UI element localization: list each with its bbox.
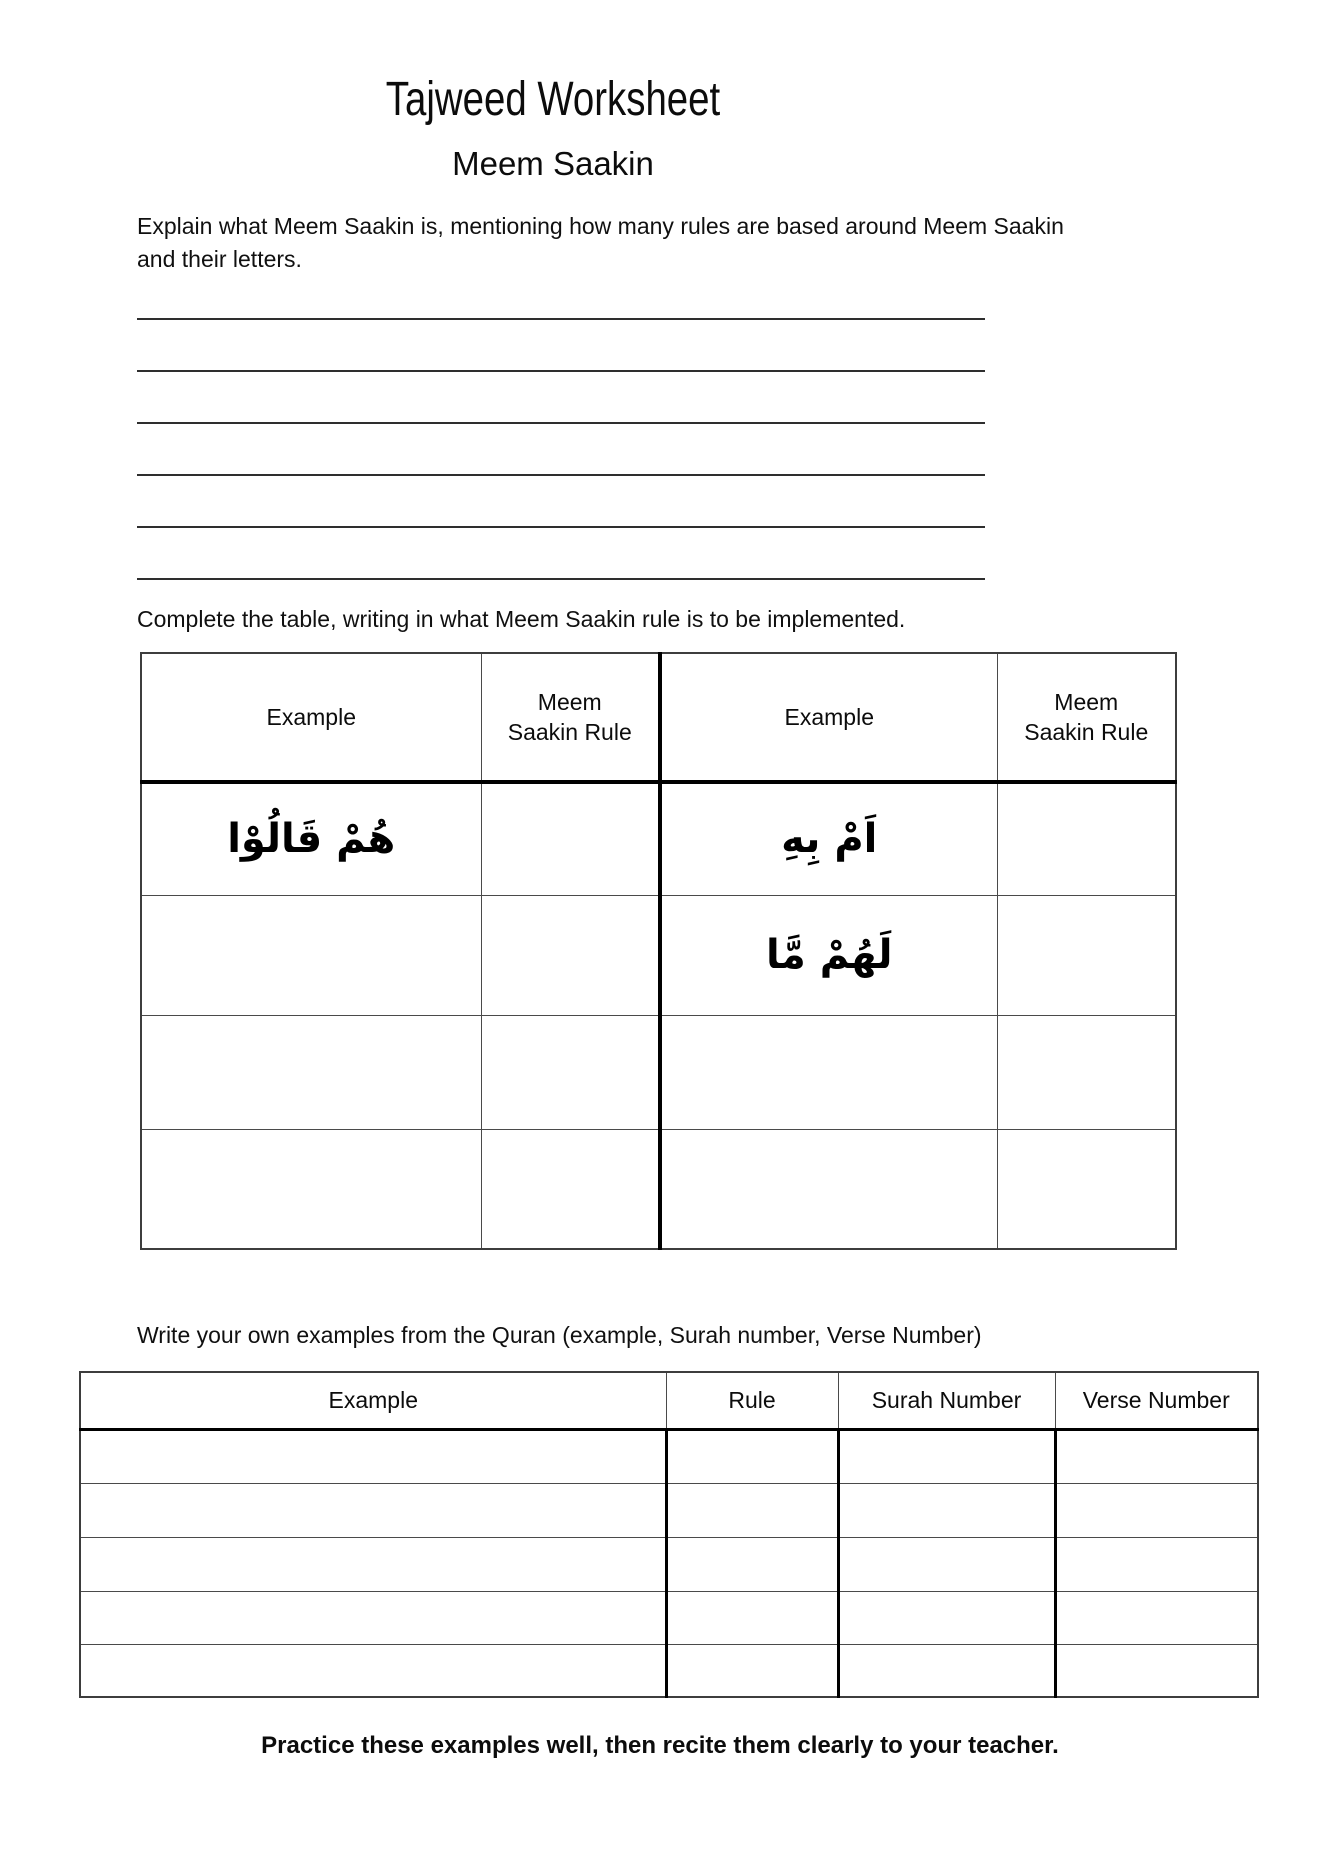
example-fill-cell[interactable] [141,895,481,1015]
quran-table-instruction: Write your own examples from the Quran (example, Surah number, Verse Number) [137,1322,982,1348]
rule-fill-cell[interactable] [666,1483,838,1537]
page-subtitle-text: Meem Saakin [452,145,654,182]
column-header-surah-number: Surah Number [838,1372,1055,1429]
example-fill-cell[interactable] [80,1429,666,1483]
rule-fill-cell[interactable] [997,895,1176,1015]
example-fill-cell[interactable] [80,1591,666,1644]
quran-table-row [80,1591,1258,1644]
surah-number-fill-cell[interactable] [838,1483,1055,1537]
writing-line[interactable] [137,526,985,528]
surah-number-fill-cell[interactable] [838,1591,1055,1644]
quran-table-row [80,1644,1258,1697]
column-header-example-right: Example [660,653,997,782]
intro-line-2: and their letters. [137,246,302,272]
surah-number-fill-cell[interactable] [838,1644,1055,1697]
writing-line[interactable] [137,578,985,580]
page-title-text: Tajweed Worksheet [385,73,721,126]
writing-line[interactable] [137,422,985,424]
writing-line[interactable] [137,474,985,476]
quran-examples-table [79,1371,1259,1698]
column-header-verse-number: Verse Number [1055,1372,1258,1429]
rule-table-header-row [141,653,1176,782]
rule-table [140,652,1177,1250]
example-fill-cell[interactable] [80,1644,666,1697]
rule-fill-cell[interactable] [481,782,660,895]
arabic-example-cell: اَمْ بِهِ [660,782,997,895]
column-header-rule-right: Meem Saakin Rule [997,653,1176,782]
rule-fill-cell[interactable] [997,782,1176,895]
rule-fill-cell[interactable] [666,1591,838,1644]
example-fill-cell[interactable] [660,1129,997,1249]
intro-line-1: Explain what Meem Saakin is, mentioning how many rules are based around Meem Saakin [137,213,1064,239]
rule-fill-cell[interactable] [997,1129,1176,1249]
rule-table-row [141,895,1176,1015]
example-fill-cell[interactable] [141,1129,481,1249]
rule-fill-cell[interactable] [666,1537,838,1591]
column-header-rule-left: Meem Saakin Rule [481,653,660,782]
verse-number-fill-cell[interactable] [1055,1537,1258,1591]
verse-number-fill-cell[interactable] [1055,1644,1258,1697]
rule-table-instruction: Complete the table, writing in what Meem Saakin rule is to be implemented. [137,606,906,632]
writing-line[interactable] [137,370,985,372]
verse-number-fill-cell[interactable] [1055,1429,1258,1483]
rule-fill-cell[interactable] [666,1429,838,1483]
rule-table-row [141,1129,1176,1249]
example-fill-cell[interactable] [660,1015,997,1129]
column-header-example-left: Example [141,653,481,782]
page-title [0,74,1106,127]
rule-table-row [141,782,1176,895]
example-fill-cell[interactable] [80,1483,666,1537]
quran-table-row [80,1537,1258,1591]
verse-number-fill-cell[interactable] [1055,1591,1258,1644]
page-subtitle [0,146,1106,182]
column-header-example: Example [80,1372,666,1429]
rule-fill-cell[interactable] [997,1015,1176,1129]
verse-number-fill-cell[interactable] [1055,1483,1258,1537]
writing-line[interactable] [137,318,985,320]
rule-fill-cell[interactable] [666,1644,838,1697]
arabic-example-cell: لَهُمْ مَّا [660,895,997,1015]
surah-number-fill-cell[interactable] [838,1537,1055,1591]
rule-fill-cell[interactable] [481,1129,660,1249]
quran-table-header-row [80,1372,1258,1429]
quran-table-row [80,1429,1258,1483]
rule-fill-cell[interactable] [481,895,660,1015]
example-fill-cell[interactable] [80,1537,666,1591]
rule-table-row [141,1015,1176,1129]
rule-fill-cell[interactable] [481,1015,660,1129]
surah-number-fill-cell[interactable] [838,1429,1055,1483]
intro-paragraph [137,210,1147,276]
quran-table-row [80,1483,1258,1537]
column-header-rule: Rule [666,1372,838,1429]
footer-note: Practice these examples well, then recite them clearly to your teacher. [261,1732,1059,1759]
arabic-example-cell: هُمْ قَالُوْا [141,782,481,895]
example-fill-cell[interactable] [141,1015,481,1129]
